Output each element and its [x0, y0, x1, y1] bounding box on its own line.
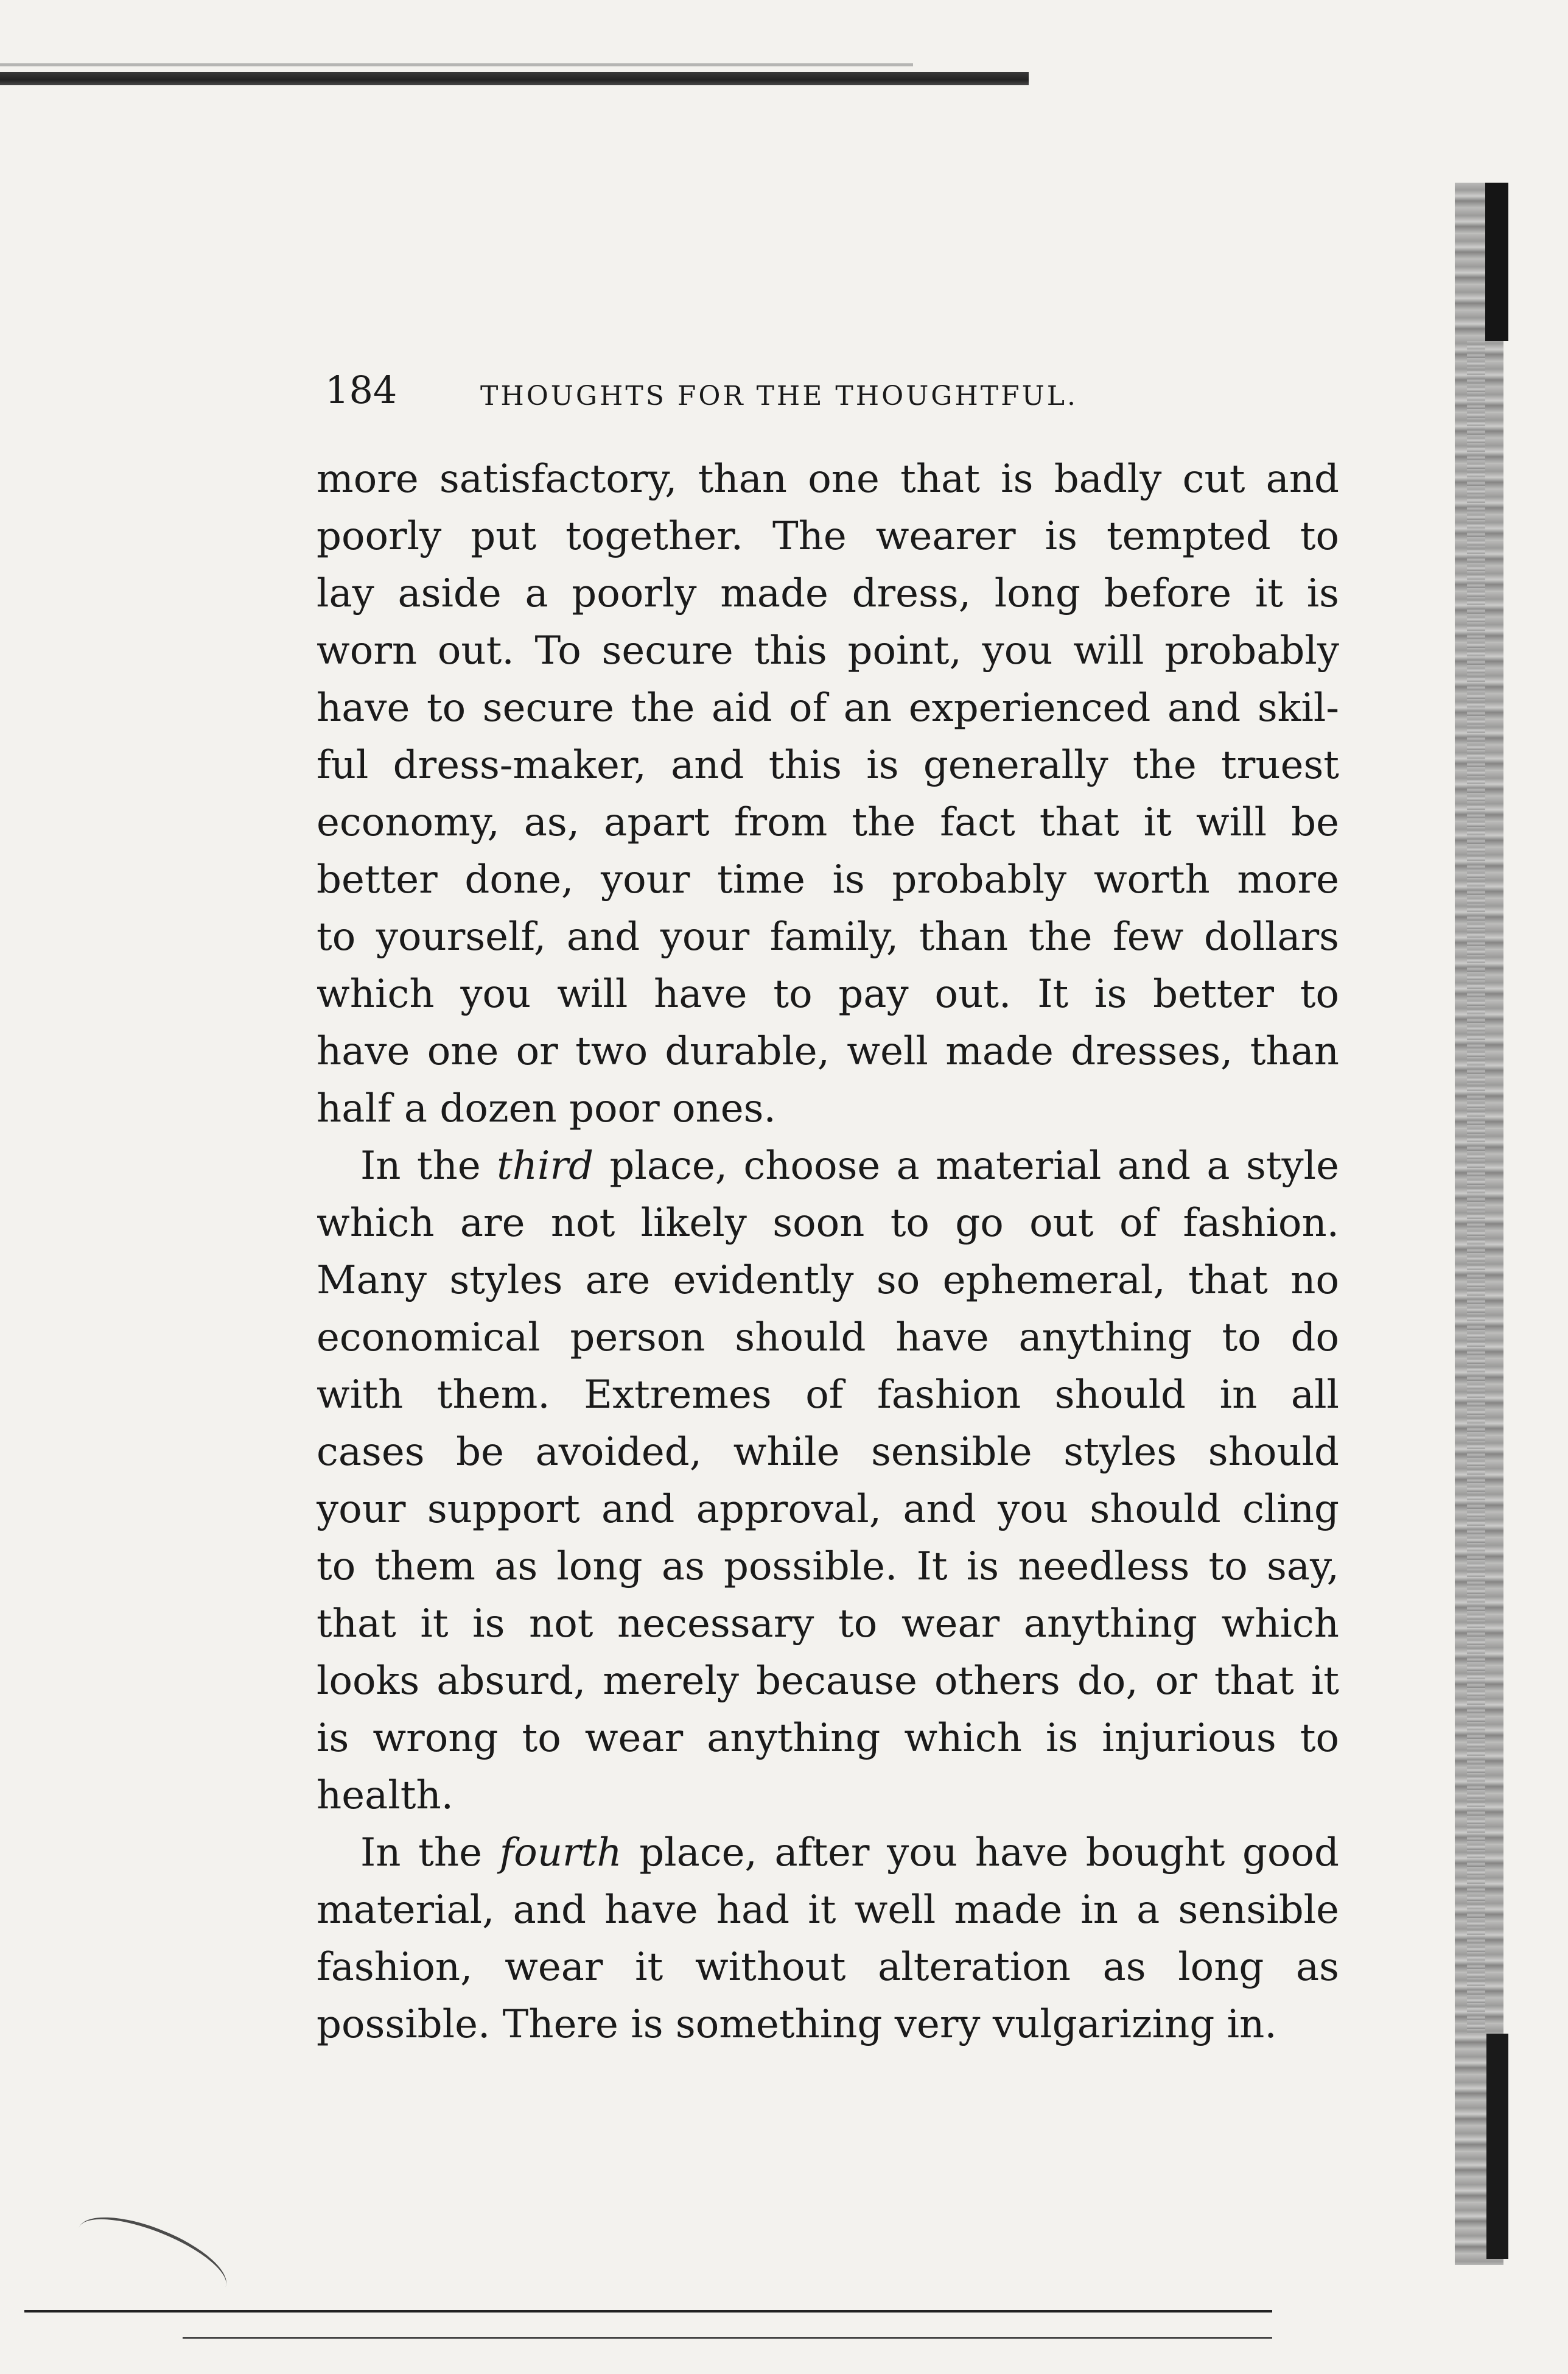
text-line: half a dozen poor ones. [317, 1086, 776, 1131]
running-head [325, 363, 1177, 418]
text-line: which you will have to pay out. It is better to [317, 972, 1339, 1017]
page-curl-mark [68, 2201, 237, 2314]
text-line: ful dress-maker, and this is generally the truest [317, 743, 1339, 788]
text-line: economical person should have anything to do [317, 1315, 1339, 1360]
scan-edge-line [0, 63, 913, 66]
running-title: THOUGHTS FOR THE THOUGHTFUL. [480, 381, 1078, 412]
page-binding-speckle [1467, 341, 1485, 2034]
text-line: better done, your time is probably worth more [317, 857, 1339, 902]
text-line: possible. There is something very vulgarizing in. [317, 2002, 1277, 2047]
paragraph [317, 1137, 1339, 1824]
text-line: your support and approval, and you should cling [317, 1487, 1339, 1532]
text-line: which are not likely soon to go out of fashion. [317, 1201, 1339, 1246]
text-line: more satisfactory, than one that is badly cut and [317, 457, 1339, 502]
paragraph [317, 451, 1339, 1137]
text-line: Many styles are evidently so ephemeral, that no [317, 1258, 1339, 1303]
text-line: to them as long as possible. It is needless to say, [317, 1544, 1339, 1589]
body-text [317, 451, 1339, 2053]
scan-bottom-rule [24, 2310, 1272, 2313]
paragraph [317, 1824, 1339, 2053]
text-line: In the third place, choose a material and a style [360, 1143, 1339, 1189]
text-line: In the fourth place, after you have bought good [360, 1830, 1339, 1875]
emphasis: fourth [499, 1830, 622, 1875]
emphasis: third [497, 1143, 594, 1189]
text-line: that it is not necessary to wear anything which [317, 1601, 1339, 1646]
text-line: lay aside a poorly made dress, long before it is [317, 571, 1339, 616]
text-line: cases be avoided, while sensible styles should [317, 1430, 1339, 1475]
text-line: to yourself, and your family, than the few dollars [317, 915, 1339, 960]
page-binding-shadow-top [1485, 183, 1508, 341]
page-number: 184 [325, 368, 397, 412]
text-line: have one or two durable, well made dresses, than [317, 1029, 1339, 1074]
text-line: have to secure the aid of an experienced and skil- [317, 686, 1339, 731]
text-line: poorly put together. The wearer is tempted to [317, 514, 1339, 559]
text-line: looks absurd, merely because others do, or that it [317, 1659, 1339, 1704]
text-line: health. [317, 1773, 453, 1818]
text-line: economy, as, apart from the fact that it will be [317, 800, 1339, 845]
page-binding-shadow-bottom [1486, 2034, 1508, 2259]
text-line: fashion, wear it without alteration as long as [317, 1945, 1339, 1990]
scan-top-rule [0, 72, 1029, 85]
text-line: material, and have had it well made in a sensible [317, 1888, 1339, 1933]
text-line: with them. Extremes of fashion should in all [317, 1372, 1339, 1417]
text-line: worn out. To secure this point, you will probably [317, 628, 1339, 673]
scan-bottom-rule-secondary [183, 2337, 1272, 2339]
text-line: is wrong to wear anything which is injurious to [317, 1716, 1339, 1761]
